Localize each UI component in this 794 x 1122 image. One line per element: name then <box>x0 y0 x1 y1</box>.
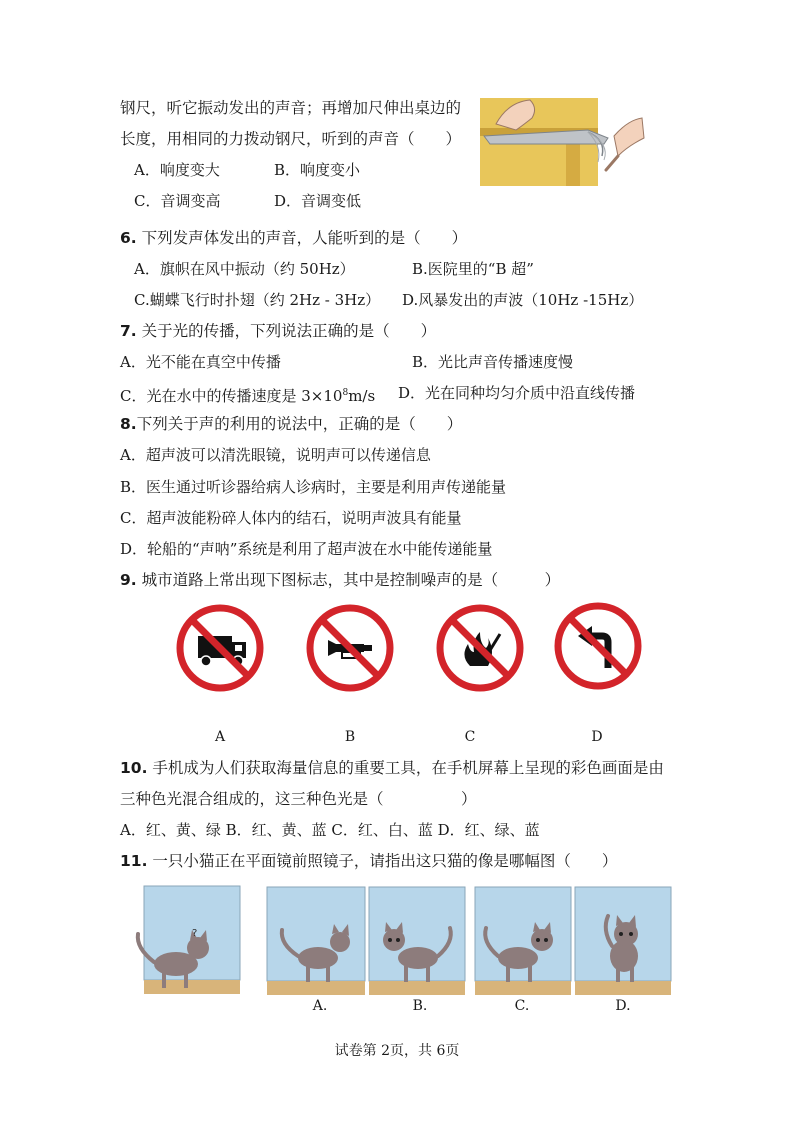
q8-option-b: B．医生通过听诊器给病人诊病时，主要是利用声传递能量 <box>120 478 507 496</box>
svg-text:?: ? <box>192 928 198 939</box>
q11-number: 11. <box>120 852 148 870</box>
q7-stem-text: 关于光的传播，下列说法正确的是（ ） <box>141 322 437 340</box>
q6-option-c: C.蝴蝶飞行时扑翅（约 2Hz - 3Hz） <box>134 291 381 309</box>
q10-options: A．红、黄、绿 B．红、黄、蓝 C．红、白、蓝 D．红、绿、蓝 <box>120 821 540 839</box>
q5-text-line1: 钢尺，听它振动发出的声音；再增加尺伸出桌边的 <box>120 99 462 117</box>
q9-stem <box>120 570 560 590</box>
cat-option-a-figure <box>266 886 366 996</box>
q7-option-c-exponent: 8 <box>342 388 349 398</box>
q7-option-d: D．光在同种均匀介质中沿直线传播 <box>398 384 636 402</box>
q8-option-d: D．轮船的“声呐”系统是利用了超声波在水中能传递能量 <box>120 540 493 558</box>
q6-option-b: B.医院里的“B 超” <box>412 260 534 278</box>
cat-label-d: D. <box>615 998 631 1014</box>
q5-option-c: C．音调变高 <box>134 192 221 210</box>
q7-option-c-pre: C．光在水中的传播速度是 3×10 <box>120 387 343 405</box>
no-fire-sign <box>436 604 524 692</box>
sign-label-d: D <box>591 729 603 745</box>
q7-option-c-unit: m/s <box>348 387 376 405</box>
q5-text-line2: 长度，用相同的力拨动钢尺，听到的声音（ ） <box>120 130 462 148</box>
q7-stem <box>120 321 436 341</box>
ruler-table-figure <box>478 96 648 188</box>
q11-stem-text: 一只小猫正在平面镜前照镜子，请指出这只猫的像是哪幅图（ ） <box>152 852 618 870</box>
q8-option-c: C．超声波能粉碎人体内的结石，说明声波具有能量 <box>120 509 462 527</box>
q6-stem <box>120 228 467 248</box>
q7-number: 7. <box>120 322 137 340</box>
sign-label-b: B <box>344 729 356 745</box>
q5-option-d: D．音调变低 <box>274 192 362 210</box>
no-honking-sign <box>306 604 394 692</box>
q7-option-b: B．光比声音传播速度慢 <box>412 353 574 371</box>
cat-option-c-figure <box>474 886 572 996</box>
cat-label-b: B. <box>412 998 428 1014</box>
q5-option-a: A．响度变大 <box>134 161 220 179</box>
page-footer: 试卷第 2页，共 6页 <box>334 1043 460 1059</box>
q10-line2: 三种色光混合组成的，这三种色光是（ ） <box>120 790 477 808</box>
q10-line1-text: 手机成为人们获取海量信息的重要工具，在手机屏幕上呈现的彩色画面是由 <box>152 759 664 777</box>
q7-option-a: A．光不能在真空中传播 <box>120 353 281 371</box>
no-left-turn-sign <box>554 602 642 690</box>
q6-stem-text: 下列发声体发出的声音，人能听到的是（ ） <box>141 229 468 247</box>
q9-stem-text: 城市道路上常出现下图标志，其中是控制噪声的是（ ） <box>141 571 561 589</box>
q5-option-b: B．响度变小 <box>274 161 361 179</box>
q7-option-c <box>120 383 375 406</box>
q8-stem <box>120 414 462 434</box>
q8-option-a: A．超声波可以清洗眼镜，说明声可以传递信息 <box>120 446 431 464</box>
q10-number: 10. <box>120 759 148 777</box>
q11-stem <box>120 851 617 871</box>
no-trucks-sign <box>176 604 264 692</box>
cat-option-d-figure <box>574 886 672 996</box>
cat-option-b-figure <box>368 886 466 996</box>
cat-label-c: C. <box>514 998 530 1014</box>
q6-option-d: D.风暴发出的声波（10Hz -15Hz） <box>402 291 644 309</box>
q6-number: 6. <box>120 229 137 247</box>
cat-at-mirror-figure <box>128 884 244 1002</box>
cat-label-a: A. <box>312 998 328 1014</box>
sign-label-a: A <box>214 729 226 745</box>
sign-label-c: C <box>464 729 476 745</box>
q8-number: 8. <box>120 415 137 433</box>
q9-number: 9. <box>120 571 137 589</box>
q10-line1 <box>120 758 664 778</box>
q6-option-a: A．旗帜在风中振动（约 50Hz） <box>134 260 355 278</box>
q8-stem-text: 下列关于声的利用的说法中，正确的是（ ） <box>136 415 463 433</box>
